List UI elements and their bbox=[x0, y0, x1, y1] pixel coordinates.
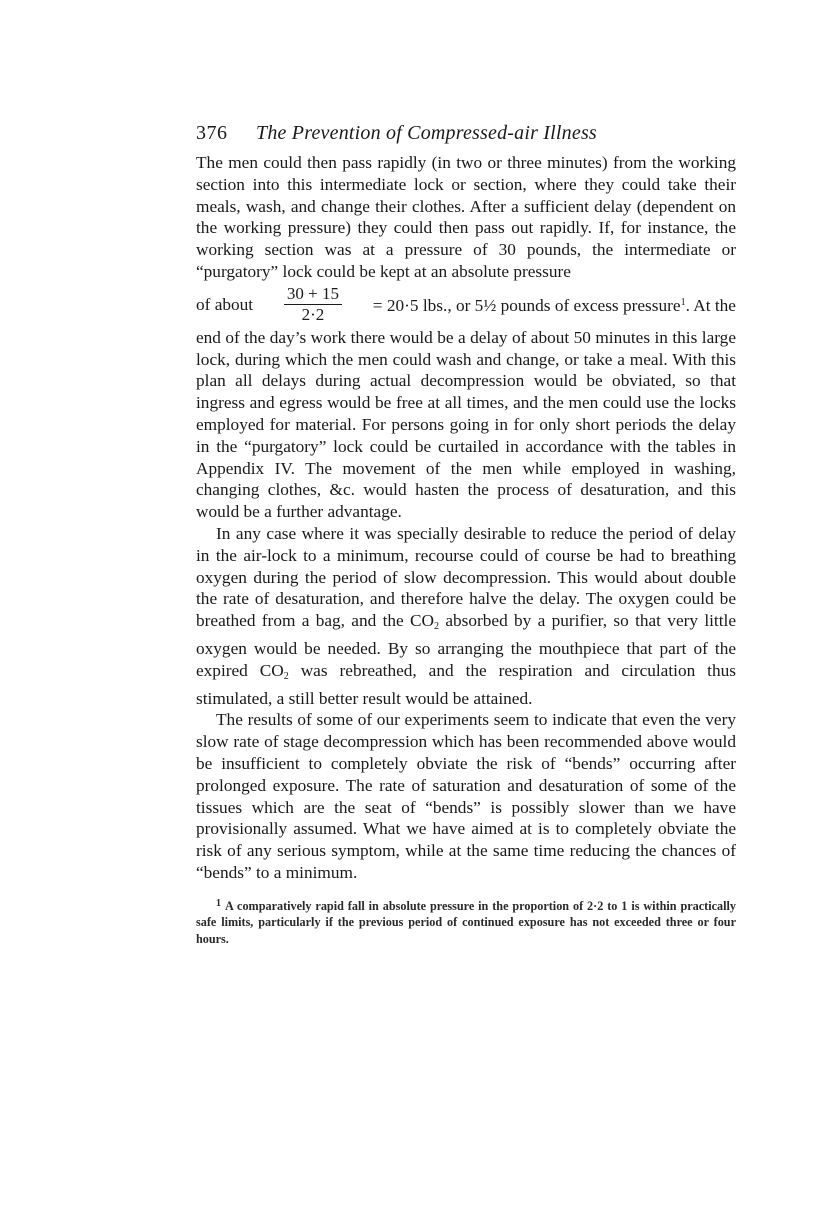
paragraph-2-text-c: was rebreathed, and the respiration and circulation thus stimulated, a still better result would be attained. bbox=[196, 660, 736, 708]
formula-result bbox=[373, 292, 736, 317]
footnote bbox=[196, 896, 736, 948]
paragraph-1-end: end of the day’s work there would be a delay of about 50 minutes in this large lock, during which the men could wash and change, or take a meal. With this plan all delays during actual decompression would be obviated, so that ingress and egress would be free at all times, and the men could use the locks employed for material. For persons going in for only short periods the delay in the “purgatory” lock could be curtailed in accordance with the tables in Appendix IV. The movement of the men while employed in washing, changing clothes, &c. would hasten the process of desaturation, and this would be a further advantage. bbox=[196, 327, 736, 522]
fraction-denominator: 2·2 bbox=[301, 305, 325, 325]
footnote-text: A comparatively rapid fall in absolute pressure in the proportion of 2·2 to 1 is within practically safe limits, particularly if the previous period of continued exposure has not exceeded three or four hours. bbox=[196, 898, 736, 946]
paragraph-2 bbox=[196, 523, 736, 709]
page-header bbox=[196, 118, 736, 152]
paragraph-2-text-b: absorbed by a purifier, so that very little oxygen would be needed. By so arranging the mouthpiece that part of the expired CO bbox=[196, 611, 737, 680]
paragraph-3: The results of some of our experiments seem to indicate that even the very slow rate of stage decompression which has been recommended above would be insufficient to completely obviate the risk of “bends” occurring after prolonged exposure. The rate of saturation and desaturation of some of the tissues which are the seat of “bends” is possibly slower than we have provisionally assumed. What we have aimed at is to completely obviate the risk of any serious symptom, while at the same time reducing the chances of “bends” to a minimum. bbox=[196, 710, 736, 882]
formula-suffix: . At the bbox=[685, 296, 736, 316]
book-page bbox=[196, 118, 736, 947]
page-number: 376 bbox=[196, 122, 228, 144]
co2-subscript-a: 2 bbox=[434, 621, 440, 633]
paragraph-2-text-a: In any case where it was specially desirable to reduce the period of delay in the air-lock to a minimum, recourse could of course be had to breathing oxygen during the period of slow decompression. This would about double the rate of desaturation, and therefore halve the delay. The oxygen could be breathed from a bag, and the CO bbox=[196, 523, 736, 631]
main-text bbox=[196, 152, 736, 884]
footnote-reference: 1 bbox=[680, 297, 686, 309]
paragraph-1-start: The men could then pass rapidly (in two or three minutes) from the working section into this intermediate lock or section, where they could take their meals, wash, and change their clothes. After a sufficient delay (dependent on the working pressure) they could then pass out rapidly. If, for instance, the working section was at a pressure of 30 pounds, the intermediate or “purgatory” lock could be kept at an absolute pressure bbox=[196, 153, 736, 281]
fraction-numerator: 30 + 15 bbox=[284, 284, 342, 305]
footnote-mark: 1 bbox=[216, 897, 221, 909]
formula-prefix: of about bbox=[196, 294, 254, 314]
co2-subscript-b: 2 bbox=[283, 670, 289, 682]
formula-result-text: = 20·5 lbs., or 5½ pounds of excess pressure bbox=[372, 296, 681, 316]
formula-line bbox=[196, 283, 736, 327]
pressure-fraction bbox=[284, 284, 342, 325]
running-title: The Prevention of Compressed-air Illness bbox=[256, 122, 597, 144]
